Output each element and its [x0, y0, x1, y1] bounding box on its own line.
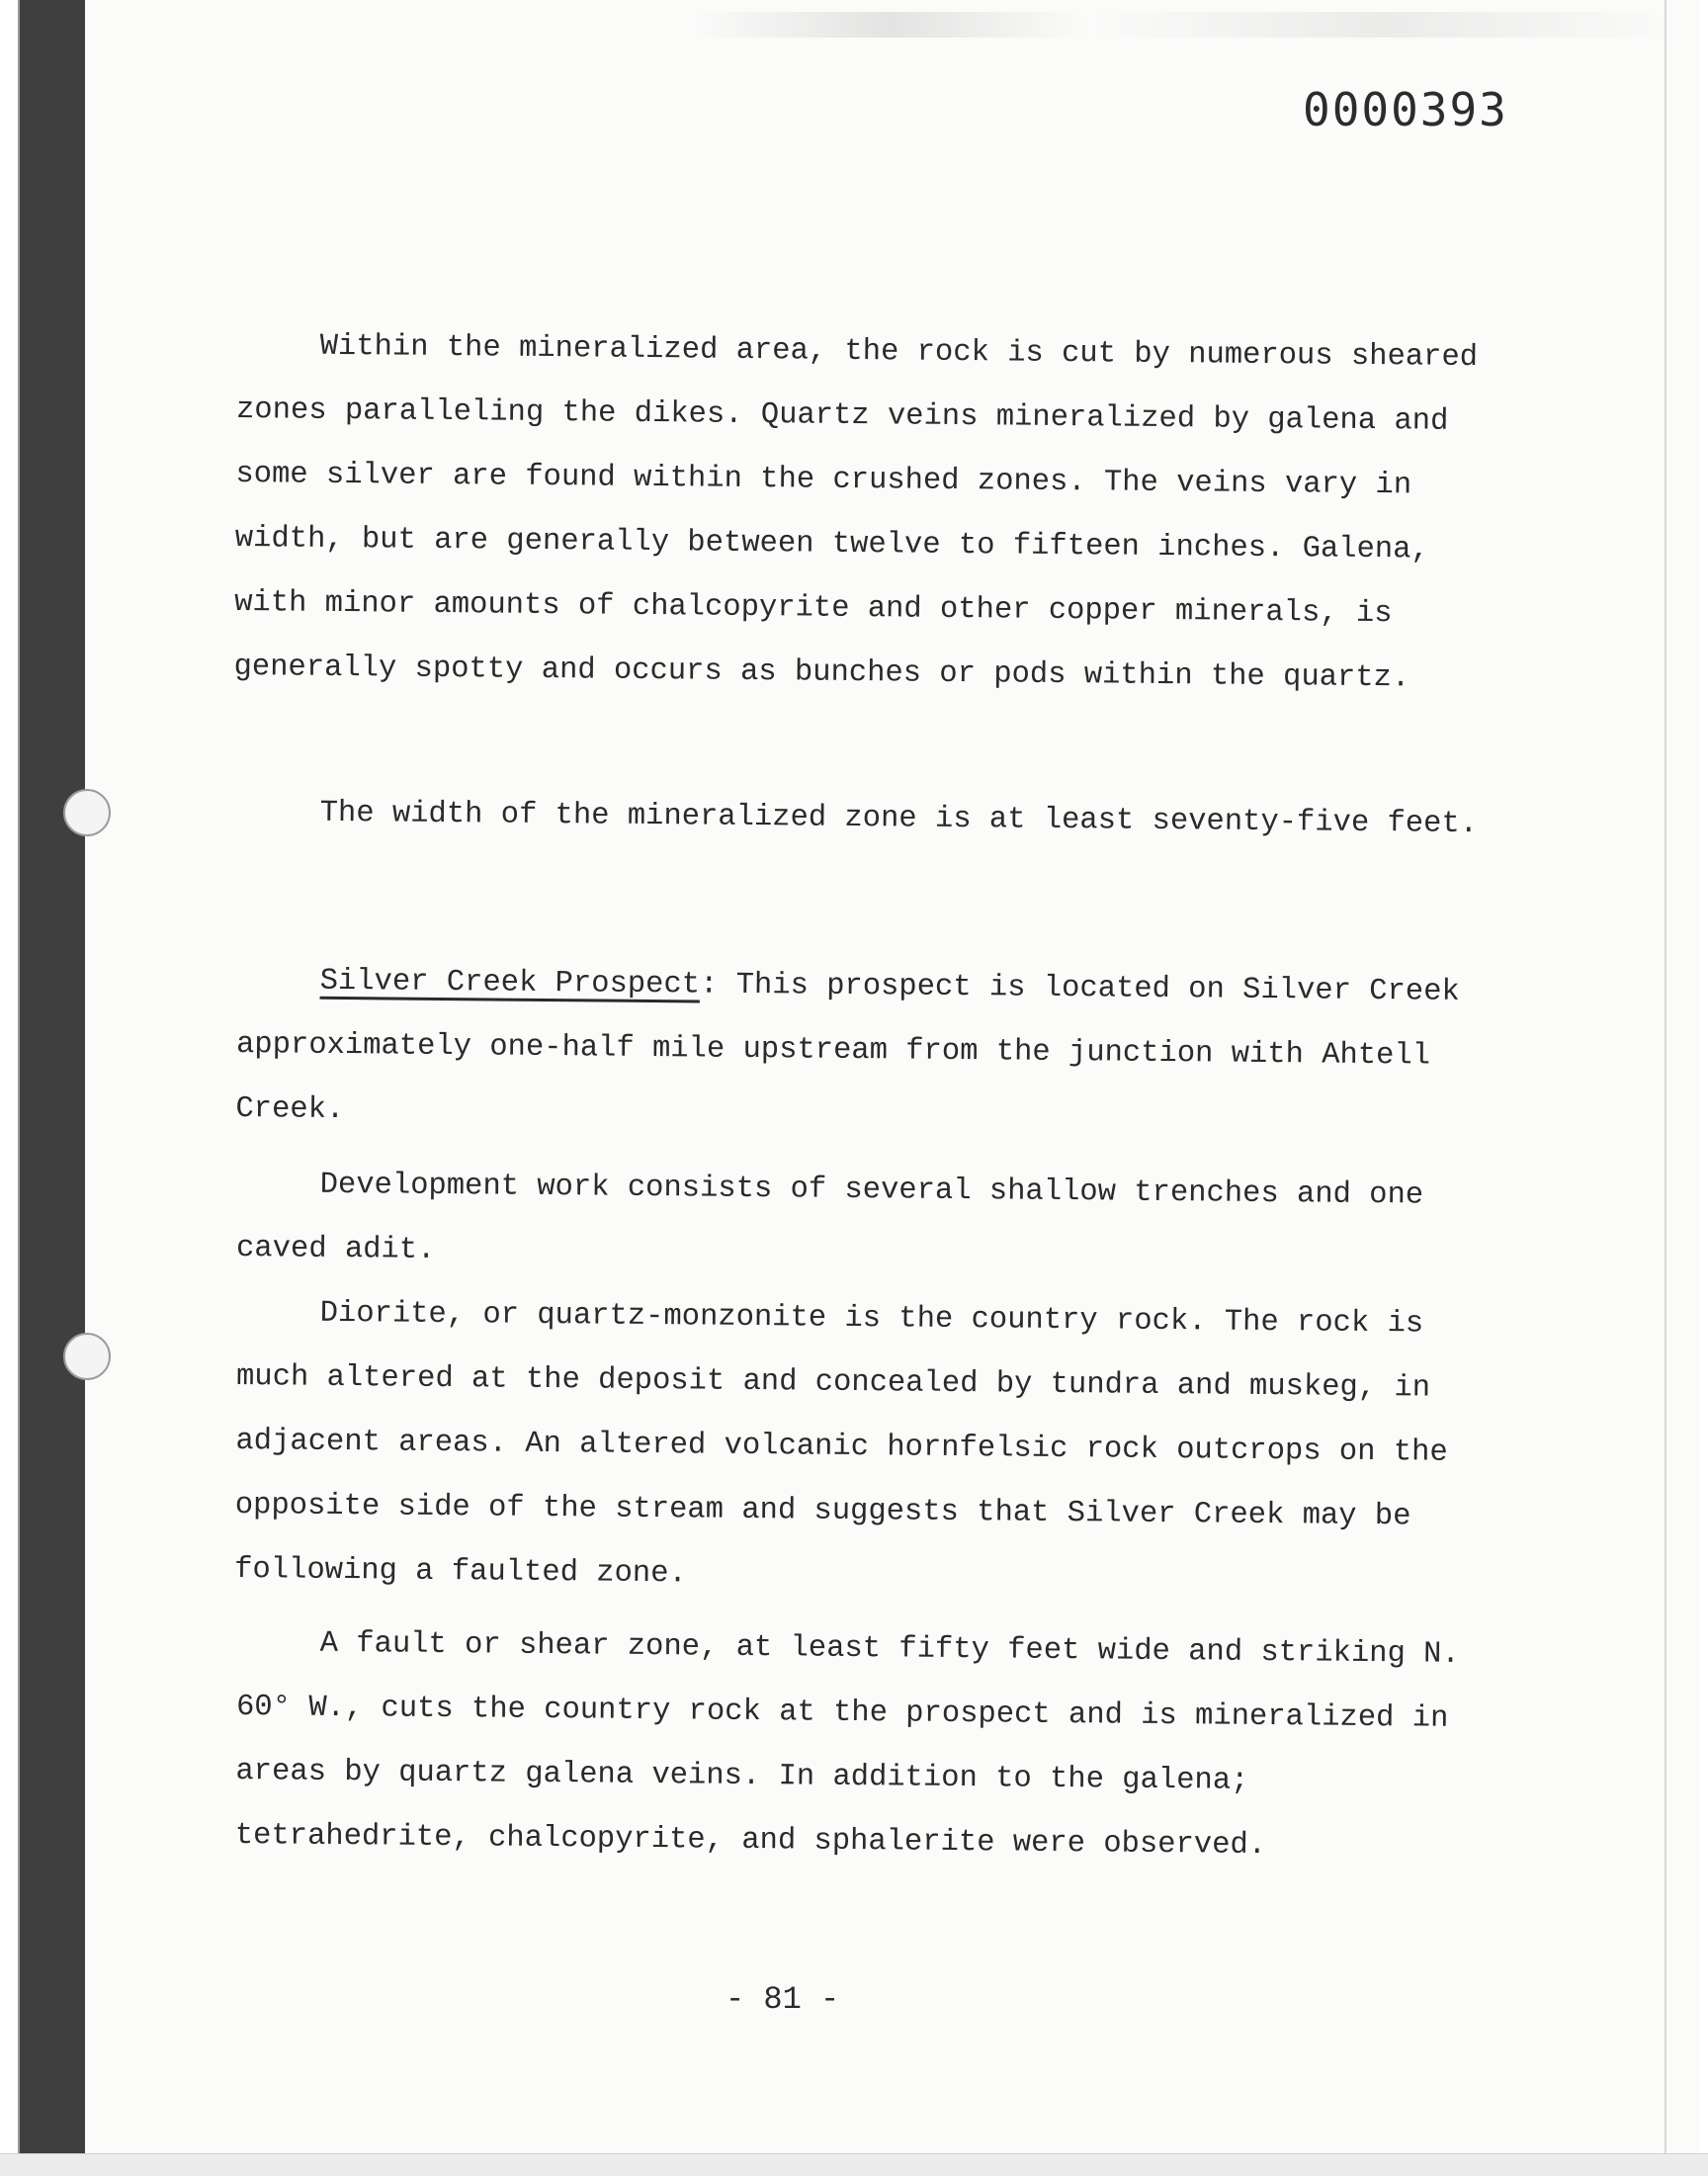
page-number: - 81 -: [726, 1981, 840, 2018]
page-bottom-edge: [0, 2153, 1708, 2176]
paragraph-text: Development work consists of several shallow trenches and one caved adit.: [235, 1168, 1424, 1267]
paragraph-country-rock: [234, 1281, 1502, 1614]
punch-hole: [63, 789, 111, 836]
paragraph-zone-width: [236, 781, 1502, 857]
paragraph-mineralized-area: [233, 314, 1502, 712]
scan-artifact: [692, 12, 1680, 38]
paragraph-body: This prospect is located on Silver Creek approximately one-half mile upstream from the junction with Ahtell Creek.: [235, 968, 1460, 1128]
paragraph-fault-zone: [235, 1611, 1502, 1880]
paragraph-development-work: [236, 1153, 1502, 1293]
paragraph-text: A fault or shear zone, at least fifty feet wide and striking N. 60° W., cuts the country rock at the prospect and is mineralized in areas by quartz galena veins. In addition to the galena; tetrahedrite, chalcopyrite, and sphalerite were observed.: [234, 1626, 1460, 1864]
paragraph-text: Within the mineralized area, the rock is cut by numerous sheared zones paralleling the dikes. Quartz veins mineralized by galena and some silver are found within the crushed zones. The veins vary in width, but are generally between twelve to fifteen inches. Galena, with minor amounts of chalcopyrite and other copper minerals, is generally spotty and occurs as bunches or pods within the quartz.: [233, 329, 1479, 696]
heading-colon: :: [699, 968, 719, 1002]
paragraph-text: [235, 949, 1502, 1154]
paragraph-text: The width of the mineralized zone is at least seventy-five feet.: [319, 796, 1479, 842]
document-number: 0000393: [1303, 83, 1508, 136]
page-right-edge: [1665, 0, 1666, 2175]
binding-strip: [20, 0, 85, 2175]
paragraph-silver-creek-prospect: [235, 949, 1502, 1154]
punch-hole: [63, 1333, 111, 1380]
paragraph-text: Diorite, or quartz-monzonite is the country rock. The rock is much altered at the deposit and concealed by tundra and muskeg, in adjacent areas. An altered volcanic hornfelsic rock outcrops on the opposite side of the stream and suggests that Silver Creek may be following a faulted zone.: [234, 1296, 1448, 1592]
section-heading: Silver Creek Prospect: [319, 964, 701, 1002]
